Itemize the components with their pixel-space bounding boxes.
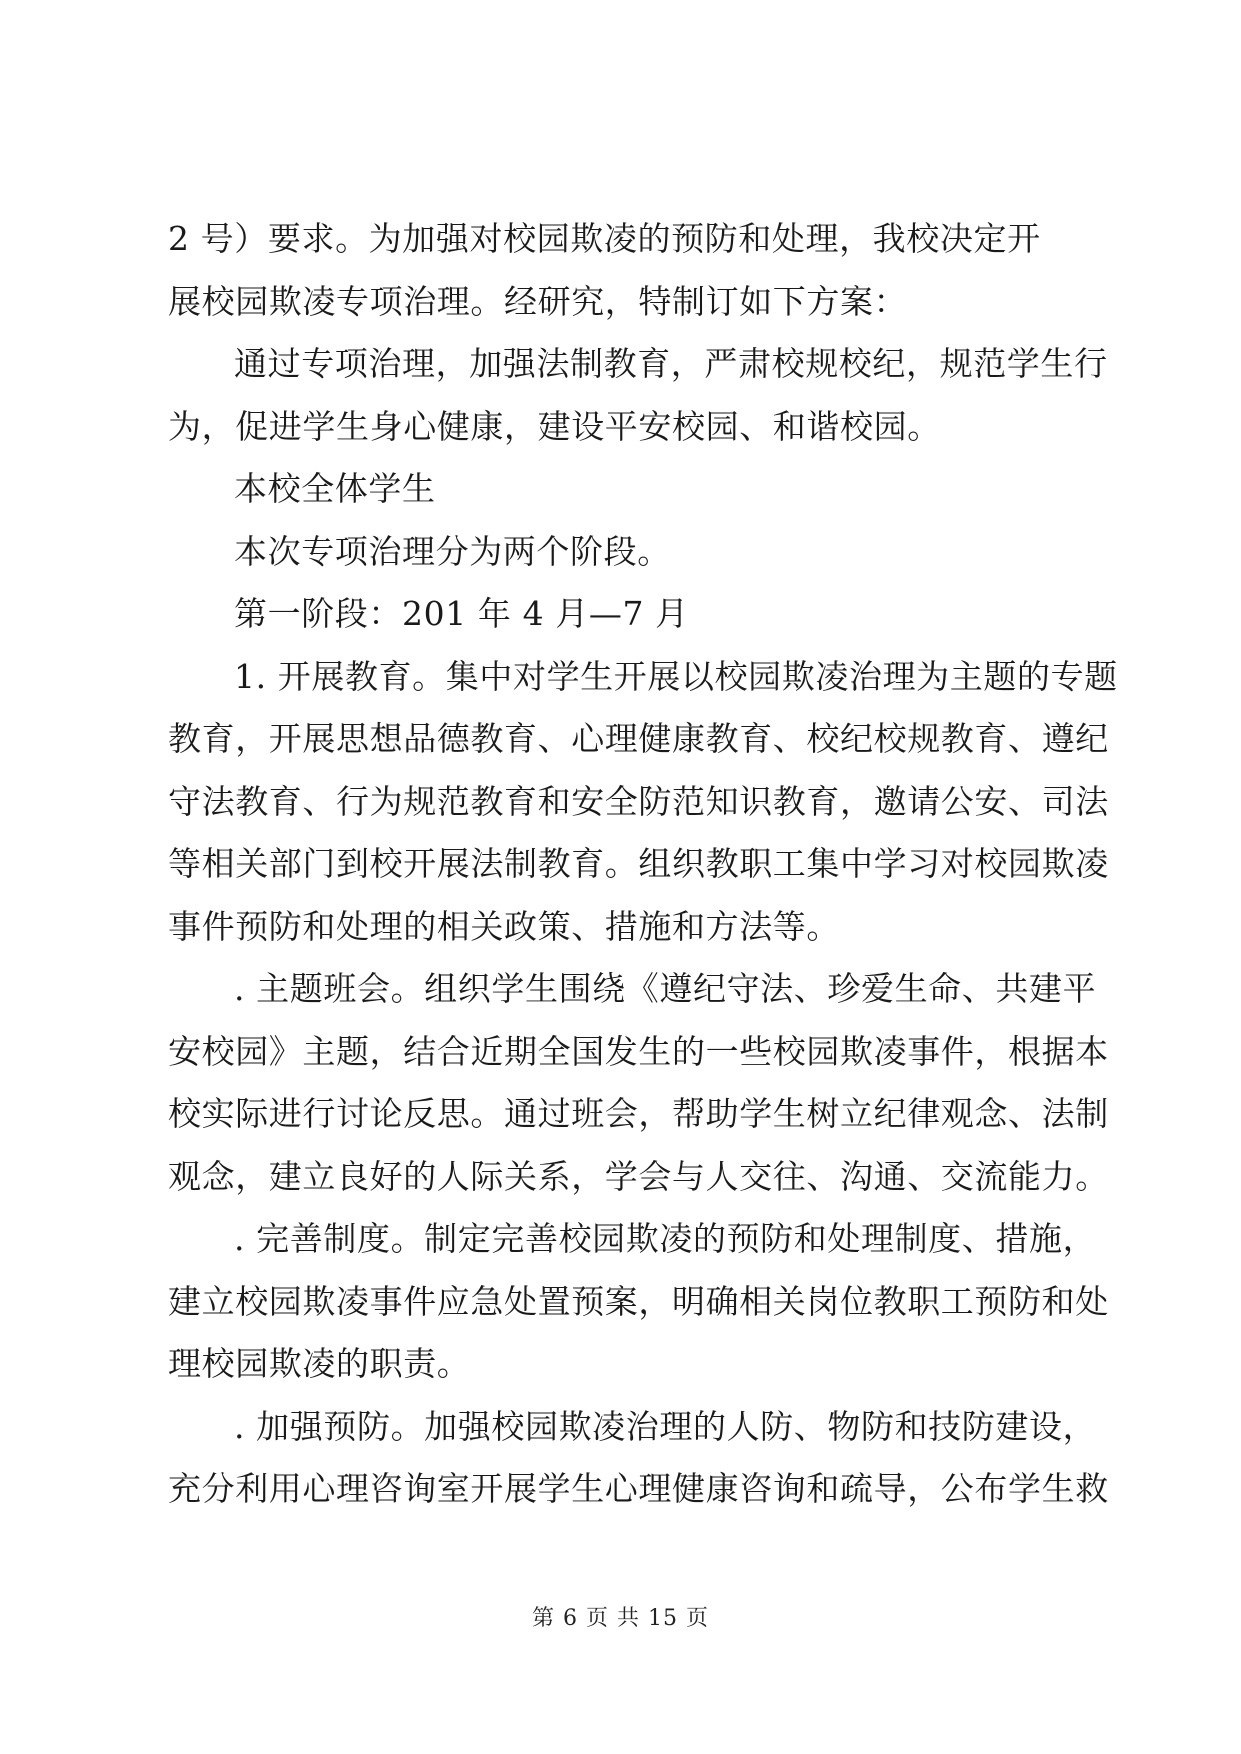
text-line: 展校园欺凌专项治理。经研究，特制订如下方案： bbox=[168, 281, 908, 321]
text-line: 建立校园欺凌事件应急处置预案，明确相关岗位教职工预防和处 bbox=[168, 1281, 1109, 1321]
text-line: 第一阶段：201 年 4 月—7 月 bbox=[234, 594, 689, 633]
text-line: 1. 开展教育。集中对学生开展以校园欺凌治理为主题的专题 bbox=[234, 656, 1118, 696]
text-line: 充分利用心理咨询室开展学生心理健康咨询和疏导，公布学生救 bbox=[168, 1469, 1109, 1508]
text-line: 通过专项治理，加强法制教育，严肃校规校纪，规范学生行 bbox=[234, 344, 1108, 383]
text-line: 校实际进行讨论反思。通过班会，帮助学生树立纪律观念、法制 bbox=[168, 1094, 1109, 1133]
text-line: 理校园欺凌的职责。 bbox=[168, 1344, 471, 1383]
text-line: 本次专项治理分为两个阶段。 bbox=[234, 531, 671, 571]
text-line: 观念，建立良好的人际关系，学会与人交往、沟通、交流能力。 bbox=[168, 1156, 1109, 1196]
text-line: 本校全体学生 bbox=[234, 469, 436, 508]
text-line: 教育，开展思想品德教育、心理健康教育、校纪校规教育、遵纪 bbox=[168, 719, 1109, 758]
page-footer bbox=[0, 1604, 1241, 1634]
text-line: . 主题班会。组织学生围绕《遵纪守法、珍爱生命、共建平 bbox=[234, 969, 1097, 1008]
text-line: 守法教育、行为规范教育和安全防范知识教育，邀请公安、司法 bbox=[168, 781, 1109, 821]
text-line: 安校园》主题，结合近期全国发生的一些校园欺凌事件，根据本 bbox=[168, 1031, 1109, 1071]
text-line: . 加强预防。加强校园欺凌治理的人防、物防和技防建设， bbox=[234, 1406, 1097, 1446]
document-body bbox=[168, 208, 1118, 1521]
text-line: 为，促进学生身心健康，建设平安校园、和谐校园。 bbox=[168, 406, 941, 446]
text-line: 等相关部门到校开展法制教育。组织教职工集中学习对校园欺凌 bbox=[168, 844, 1109, 883]
text-line: . 完善制度。制定完善校园欺凌的预防和处理制度、措施， bbox=[234, 1219, 1097, 1258]
text-line: 2 号）要求。为加强对校园欺凌的预防和处理，我校决定开 bbox=[168, 219, 1041, 258]
page-number: 第 6 页 共 15 页 bbox=[532, 1606, 709, 1631]
text-line: 事件预防和处理的相关政策、措施和方法等。 bbox=[168, 906, 840, 946]
